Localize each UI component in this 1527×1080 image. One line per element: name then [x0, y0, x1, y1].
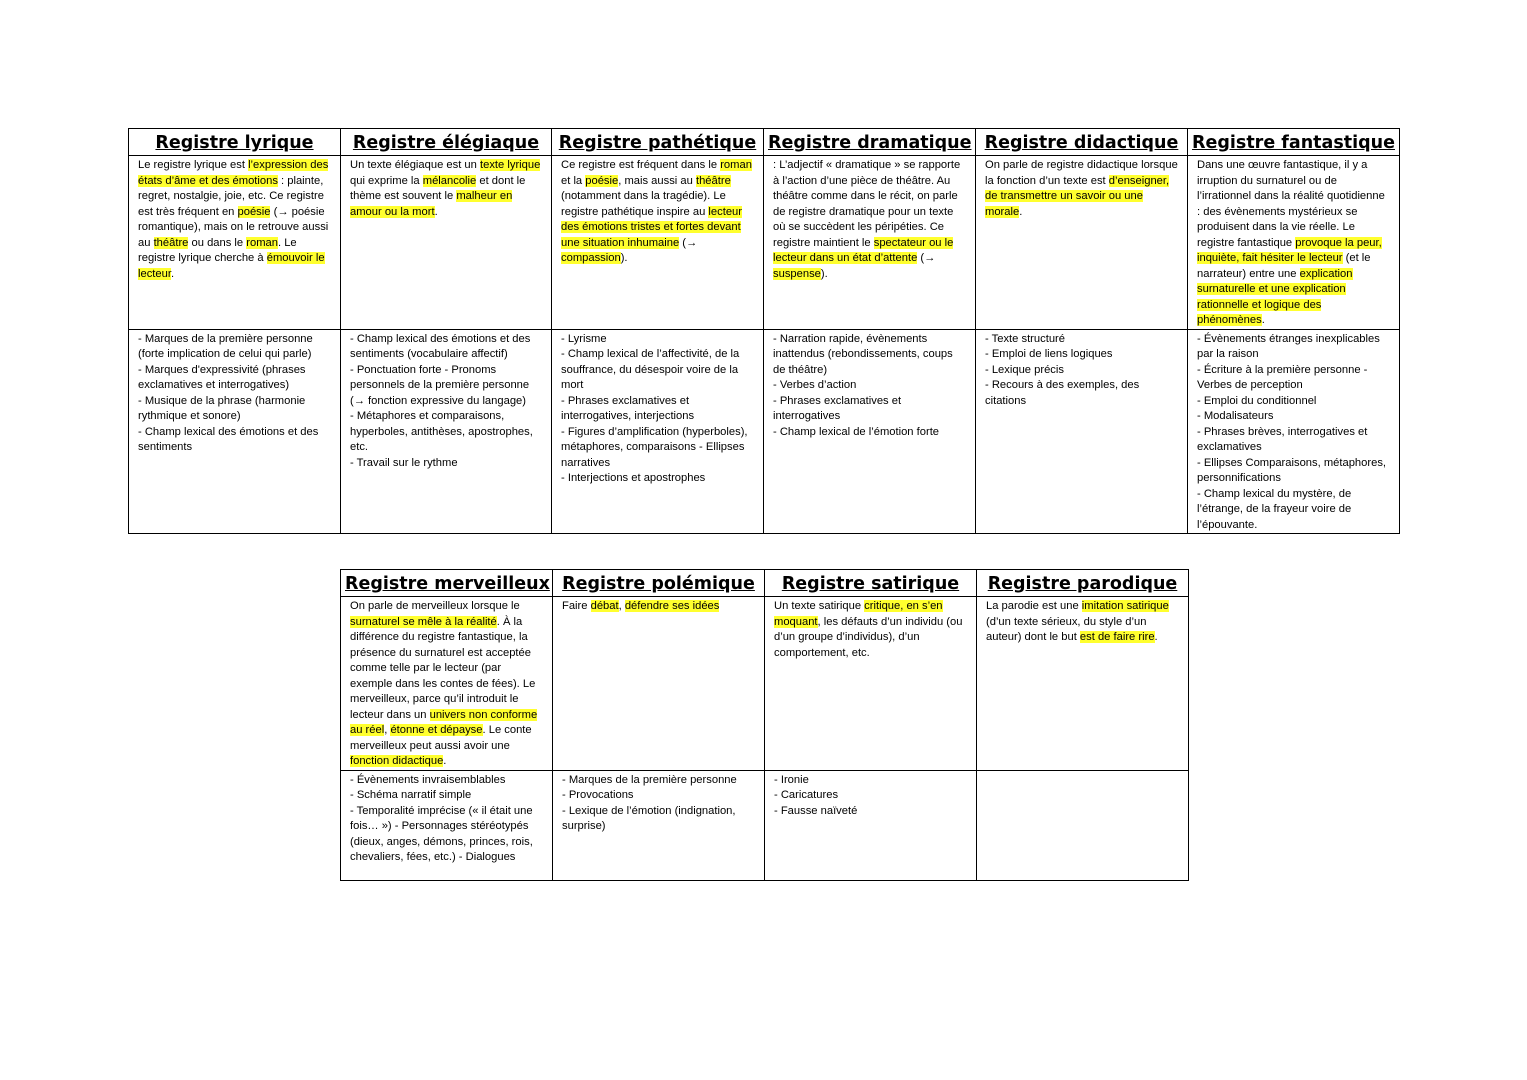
characteristic-item: - Champ lexical de l’émotion forte [773, 425, 940, 438]
register-definition [1188, 156, 1400, 330]
header-row [129, 129, 1400, 156]
definition-text: . [443, 755, 447, 767]
register-characteristics [341, 329, 552, 534]
characteristic-item: - Champ lexical des émotions et des sentiments [138, 425, 319, 453]
highlighted-text: texte lyrique [480, 159, 541, 171]
characteristic-item: - Emploi de liens logiques [985, 348, 1113, 360]
register-title: Registre lyrique [129, 129, 341, 156]
characteristics-row [341, 770, 1189, 880]
highlighted-text: malheur en amour ou la mort [350, 190, 513, 218]
definition-text: et dont le thème est souvent le [350, 174, 526, 202]
characteristic-item: - Lexique de l’émotion (indignation, surprise) [562, 804, 736, 832]
characteristic-item: - Champ lexical de l’affectivité, de la souffrance, du désespoir voire de la mort [561, 348, 740, 391]
header-row [341, 570, 1189, 597]
definition-text: La parodie est une [986, 600, 1082, 612]
definition-text: ). [620, 252, 628, 264]
definition-row [341, 597, 1189, 771]
register-title: Registre satirique [765, 570, 977, 597]
highlighted-text: compassion [561, 252, 621, 264]
definition-text: Un texte élégiaque est un [350, 159, 480, 171]
highlighted-text: lecteur des émotions tristes et fortes devant une situation inhumaine [561, 205, 742, 249]
definition-text: , les défauts d’un individu (ou d’un groupe d’individus), d’un comportement, etc. [774, 615, 963, 659]
register-definition [976, 156, 1188, 330]
characteristic-item: - Ponctuation forte - Pronoms personnels de la première personne (→ fonction expressive du langage) [350, 363, 530, 407]
characteristic-item: - Évènements étranges inexplicables par la raison [1197, 332, 1380, 360]
register-characteristics [341, 770, 553, 880]
register-definition [764, 156, 976, 330]
register-title: Registre polémique [553, 570, 765, 597]
definition-text: Le registre lyrique est [138, 159, 249, 171]
register-characteristics [765, 770, 977, 880]
register-characteristics [553, 770, 765, 880]
register-characteristics [129, 329, 341, 534]
definition-text: . [1154, 631, 1158, 643]
characteristic-item: - Provocations [562, 789, 634, 801]
characteristic-item: - Caricatures [774, 789, 839, 801]
characteristic-item: - Lyrisme [561, 332, 607, 345]
characteristic-item: - Métaphores et comparaisons, hyperboles, antithèses, apostrophes, etc. [350, 410, 533, 453]
highlighted-text: l’expression des états d’âme et des émotions [138, 159, 329, 187]
register-title: Registre didactique [976, 129, 1188, 156]
registers-table-2 [340, 569, 1189, 881]
characteristic-item: - Phrases exclamatives et interrogatives [773, 394, 902, 422]
register-characteristics [764, 329, 976, 534]
definition-text: : L’adjectif « dramatique » se rapporte à l’action d’une pièce de théâtre. Au théâtre comme dans le récit, on parle de registre dramatique pour un texte où se succèdent les péripéties. Ce registre maintient le [773, 159, 961, 249]
characteristic-item: - Verbes d’action [773, 379, 857, 391]
definition-text: (→ [679, 236, 698, 249]
highlighted-text: débat [590, 600, 619, 612]
characteristic-item: - Phrases brèves, interrogatives et exclamatives [1197, 425, 1368, 453]
definition-text: (d’un texte sérieux, du style d’un auteur) dont le but [986, 615, 1147, 643]
register-definition [341, 156, 552, 330]
definition-text: . [1261, 314, 1265, 326]
definition-text: et la [561, 174, 586, 187]
register-title: Registre pathétique [552, 129, 764, 156]
register-title: Registre dramatique [764, 129, 976, 156]
definition-text: , mais aussi au [618, 174, 696, 187]
highlighted-text: étonne et dépayse [390, 724, 483, 736]
definition-text: . Le registre lyrique cherche à [138, 236, 297, 264]
highlighted-text: poésie [585, 174, 619, 187]
definition-text: Faire [562, 600, 591, 612]
definition-text: , [384, 724, 391, 736]
characteristic-item: - Marques d'expressivité (phrases exclamatives et interrogatives) [138, 363, 306, 391]
highlighted-text: théâtre [695, 174, 731, 187]
characteristic-item: - Temporalité imprécise (« il était une fois… ») - Personnages stéréotypés (dieux, anges, démons, princes, rois, chevaliers, fées, etc.) - Dialogues [350, 804, 533, 863]
characteristic-item: - Narration rapide, évènements inattendus (rebondissements, coups de théâtre) [773, 332, 953, 376]
definition-text: . À la différence du registre fantastique, la présence du surnaturel est acceptée comme telle par le lecteur (par exemple dans les contes de fées). Le merveilleux, parce qu’il introduit le lecteur dans un [350, 615, 536, 721]
highlighted-text: théâtre [153, 236, 189, 249]
highlighted-text: roman [246, 236, 278, 249]
characteristic-item: - Ironie [774, 773, 809, 786]
characteristic-item: - Fausse naïveté [774, 804, 858, 817]
definition-text: : plainte, regret, nostalgie, joie, etc. Ce registre est très fréquent en [138, 174, 324, 218]
register-title: Registre élégiaque [341, 129, 552, 156]
definition-text: . Le conte merveilleux peut aussi avoir une [350, 724, 532, 752]
highlighted-text: mélancolie [422, 174, 477, 187]
highlighted-text: explication surnaturelle et une explication rationnelle et logique des phénomènes [1197, 267, 1353, 326]
definition-text: ou dans le [188, 236, 247, 249]
definition-text: . [1019, 205, 1023, 218]
definition-text: (notamment dans la tragédie). Le registre pathétique inspire au [561, 190, 726, 218]
characteristic-item: - Marques de la première personne (forte implication de celui qui parle) [138, 332, 313, 360]
highlighted-text: critique, en s’en moquant [774, 600, 943, 628]
definition-row [129, 156, 1400, 330]
characteristic-item: - Évènements invraisemblables [350, 773, 506, 786]
register-definition [341, 597, 553, 771]
highlighted-text: fonction didactique [350, 755, 444, 767]
definition-text: (et le narrateur) entre une [1197, 252, 1371, 280]
characteristic-item: - Emploi du conditionnel [1197, 394, 1317, 407]
register-definition [977, 597, 1189, 771]
register-characteristics [976, 329, 1188, 534]
highlighted-text: poésie [237, 205, 271, 218]
highlighted-text: d’enseigner, de transmettre un savoir ou une morale [985, 174, 1170, 218]
definition-text: . [170, 267, 175, 280]
highlighted-text: surnaturel se mêle à la réalité [350, 615, 497, 628]
register-definition [765, 597, 977, 771]
characteristic-item: - Écriture à la première personne - Verbes de perception [1197, 363, 1368, 391]
register-definition [552, 156, 764, 330]
characteristic-item: - Texte structuré [985, 332, 1065, 345]
definition-text: ). [820, 267, 828, 280]
characteristic-item: - Ellipses Comparaisons, métaphores, personnifications [1197, 456, 1387, 484]
register-characteristics [552, 329, 764, 534]
characteristic-item: - Marques de la première personne [562, 773, 737, 786]
highlighted-text: univers non conforme au réel [350, 708, 538, 736]
register-characteristics [1188, 329, 1400, 534]
characteristic-item: - Schéma narratif simple [350, 789, 472, 801]
register-definition [129, 156, 341, 330]
register-title: Registre merveilleux [341, 570, 553, 597]
definition-text: qui exprime la [350, 174, 423, 187]
register-title: Registre parodique [977, 570, 1189, 597]
characteristic-item: - Interjections et apostrophes [561, 472, 706, 484]
register-characteristics [977, 770, 1189, 880]
definition-text: Ce registre est fréquent dans le [561, 159, 721, 171]
register-title: Registre fantastique [1188, 129, 1400, 156]
highlighted-text: défendre ses idées [624, 600, 720, 612]
highlighted-text: est de faire rire [1079, 631, 1155, 643]
characteristics-row [129, 329, 1400, 534]
characteristic-item: - Recours à des exemples, des citations [985, 379, 1140, 407]
characteristic-item: - Musique de la phrase (harmonie rythmique et sonore) [138, 394, 306, 422]
characteristic-item: - Modalisateurs [1197, 410, 1274, 422]
definition-text: On parle de merveilleux lorsque le [350, 600, 520, 612]
highlighted-text: spectateur ou le lecteur dans un état d’attente [773, 236, 954, 264]
definition-text: (→ poésie romantique), mais on le retrouve aussi au [138, 205, 329, 249]
definition-text: On parle de registre didactique lorsque la fonction d’un texte est [985, 159, 1178, 187]
definition-text: , [618, 600, 625, 612]
definition-text: Un texte satirique [774, 600, 865, 612]
highlighted-text: suspense [773, 267, 821, 280]
characteristic-item: - Travail sur le rythme [350, 456, 458, 469]
registers-table-1 [128, 128, 1400, 534]
characteristic-item: - Figures d’amplification (hyperboles), métaphores, comparaisons - Ellipses narratives [561, 425, 748, 469]
characteristic-item: - Champ lexical des émotions et des sentiments (vocabulaire affectif) [350, 332, 531, 360]
definition-text: . [434, 205, 438, 218]
highlighted-text: provoque la peur, inquiète, fait hésiter le lecteur [1197, 236, 1382, 264]
characteristic-item: - Lexique précis [985, 363, 1064, 376]
highlighted-text: imitation satirique [1081, 600, 1169, 612]
definition-text: Dans une œuvre fantastique, il y a irruption du surnaturel ou de l’irrationnel dans la réalité quotidienne : des évènements mystérieux se produisent dans la vie réelle. Le registre fantastique [1197, 159, 1385, 249]
characteristic-item: - Phrases exclamatives et interrogatives, interjections [561, 394, 695, 422]
highlighted-text: roman [720, 159, 752, 171]
register-definition [553, 597, 765, 771]
highlighted-text: émouvoir le lecteur [138, 252, 325, 280]
definition-text: (→ [917, 252, 936, 264]
characteristic-item: - Champ lexical du mystère, de l’étrange, de la frayeur voire de l’épouvante. [1197, 487, 1352, 531]
